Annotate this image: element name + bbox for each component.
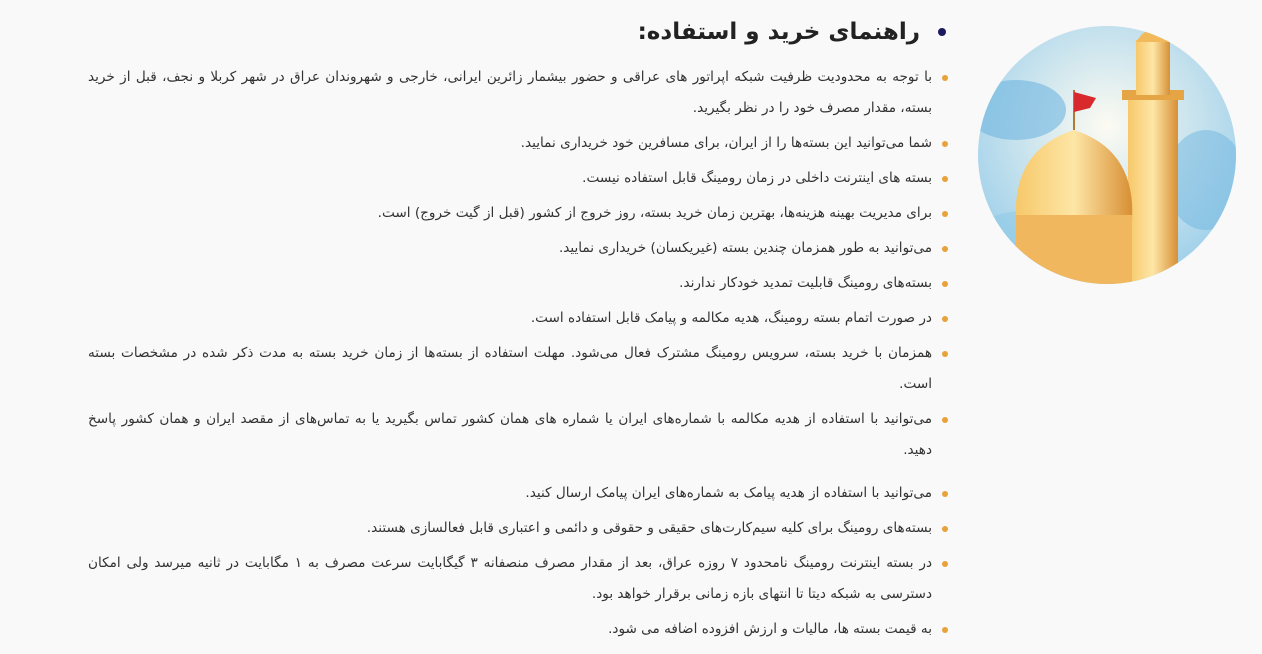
- item-text: بسته های اینترنت داخلی در زمان رومینگ قابل استفاده نیست.: [582, 170, 932, 186]
- bullet-icon: [942, 211, 948, 217]
- heading-bullet-icon: [938, 28, 946, 36]
- item-text: به قیمت بسته ها، مالیات و ارزش افزوده اضافه می شود.: [608, 621, 932, 637]
- bullet-icon: [942, 246, 948, 252]
- heading-text: راهنمای خرید و استفاده:: [637, 19, 920, 45]
- bullet-icon: [942, 526, 948, 532]
- list-item: [88, 548, 950, 610]
- item-text: در بسته اینترنت رومینگ نامحدود ۷ روزه عراق، بعد از مقدار مصرف منصفانه ۳ گیگابایت سرعت مصرف به ۱ مگابایت در ثانیه میرسد ولی امکان دسترسی به شبکه دیتا تا انتهای بازه زمانی برقرار خواهد بود.: [88, 555, 932, 602]
- item-text: با توجه به محدودیت ظرفیت شبکه اپراتور های عراقی و حضور بیشمار زائرین ایرانی، خارجی و شهروندان عراق در شهر کربلا و نجف، قبل از خرید بسته، مقدار مصرف خود را در نظر بگیرید.: [88, 69, 932, 116]
- bullet-icon: [942, 417, 948, 423]
- shrine-illustration: [976, 20, 1238, 286]
- item-text: برای مدیریت بهینه هزینه‌ها، بهترین زمان خرید بسته، روز خروج از کشور (قبل از گیت خروج) است.: [377, 205, 932, 221]
- list-item: [88, 128, 950, 159]
- item-text: در صورت اتمام بسته رومینگ، هدیه مکالمه و پیامک قابل استفاده است.: [530, 310, 932, 326]
- item-text: همزمان با خرید بسته، سرویس رومینگ مشترک فعال می‌شود. مهلت استفاده از بسته‌ها از زمان خرید بسته به مدت ذکر شده در مشخصات بسته است.: [88, 345, 932, 392]
- item-text: بسته‌های رومینگ قابلیت تمدید خودکار ندارند.: [679, 275, 932, 291]
- list-item: [88, 163, 950, 194]
- item-text: شما می‌توانید این بسته‌ها را از ایران، برای مسافرین خود خریداری نمایید.: [520, 135, 932, 151]
- bullet-icon: [942, 561, 948, 567]
- list-item: [88, 303, 950, 334]
- list-item: [88, 513, 950, 544]
- bullet-icon: [942, 316, 948, 322]
- bullet-icon: [942, 75, 948, 81]
- list-item: [88, 233, 950, 264]
- item-text: بسته‌های رومینگ برای کلیه سیم‌کارت‌های حقیقی و حقوقی و دائمی و اعتباری قابل فعالسازی هستند.: [366, 520, 932, 536]
- bullet-icon: [942, 141, 948, 147]
- list-item: [88, 62, 950, 124]
- guide-section: [88, 0, 950, 649]
- list-item: [88, 478, 950, 509]
- guide-list: [88, 62, 950, 645]
- bullet-icon: [942, 351, 948, 357]
- item-text: می‌توانید با استفاده از هدیه پیامک به شماره‌های ایران پیامک ارسال کنید.: [525, 485, 932, 501]
- list-item: [88, 338, 950, 400]
- bullet-icon: [942, 176, 948, 182]
- bullet-icon: [942, 491, 948, 497]
- list-item: [88, 404, 950, 466]
- item-text: می‌توانید به طور همزمان چندین بسته (غیریکسان) خریداری نمایید.: [558, 240, 932, 256]
- list-item: [88, 268, 950, 299]
- list-item: [88, 614, 950, 645]
- item-text: می‌توانید با استفاده از هدیه مکالمه با شماره‌های ایران یا شماره های همان کشور تماس بگیرید یا به تماس‌های از مقصد ایران و همان کشور پاسخ دهید.: [88, 411, 932, 458]
- list-item: [88, 198, 950, 229]
- section-heading: [88, 14, 950, 50]
- bullet-icon: [942, 281, 948, 287]
- bullet-icon: [942, 627, 948, 633]
